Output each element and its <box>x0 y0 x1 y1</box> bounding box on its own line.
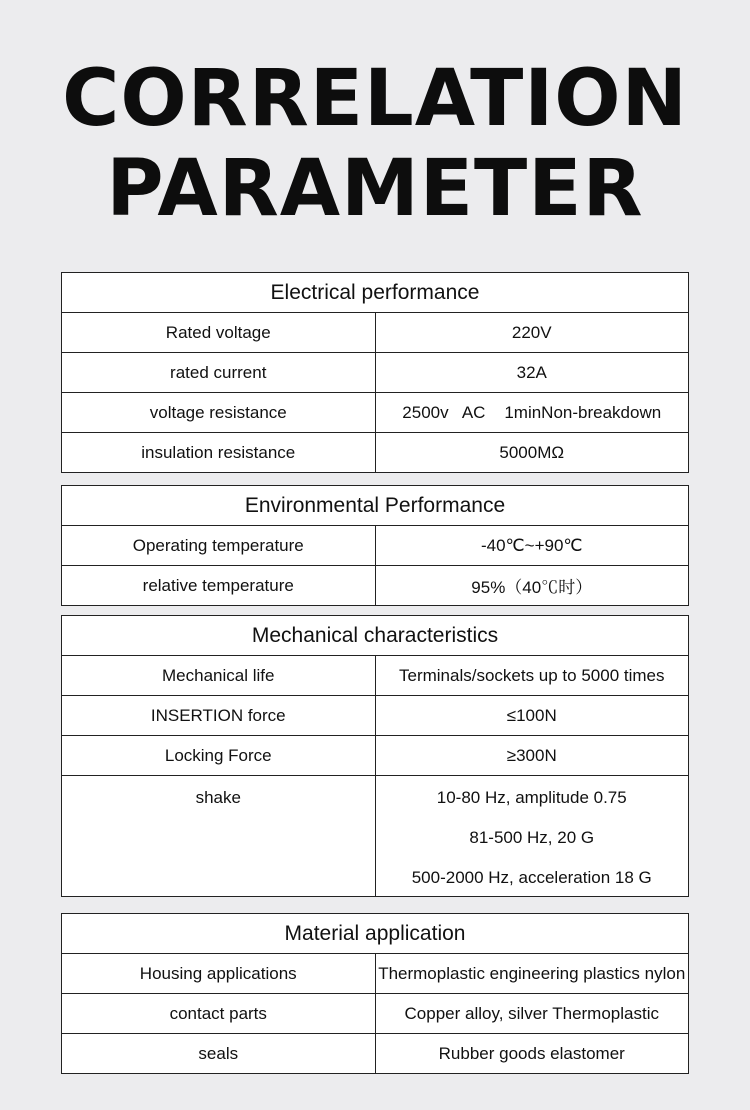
shake-value: 81-500 Hz, 20 G <box>469 828 595 847</box>
table-header-row <box>62 914 689 954</box>
shake-label: shake <box>195 788 241 807</box>
table-row <box>62 656 689 696</box>
table-row <box>62 566 689 606</box>
row-value: Rubber goods elastomer <box>375 1034 689 1074</box>
row-value: Thermoplastic engineering plastics nylon <box>375 954 689 994</box>
row-value: 220V <box>375 313 689 353</box>
table-row <box>62 526 689 566</box>
shake-value: 10-80 Hz, amplitude 0.75 <box>436 788 627 807</box>
mechanical-characteristics-table <box>61 615 689 897</box>
row-value: 32A <box>375 353 689 393</box>
table-row <box>62 393 689 433</box>
table-row <box>62 696 689 736</box>
table-row <box>62 994 689 1034</box>
section-heading: Material application <box>62 914 689 954</box>
row-value: Terminals/sockets up to 5000 times <box>375 656 689 696</box>
row-label: voltage resistance <box>62 393 376 433</box>
row-label: rated current <box>62 353 376 393</box>
table-row <box>62 313 689 353</box>
section-heading: Electrical performance <box>62 273 689 313</box>
table-row <box>62 954 689 994</box>
page-title-line-1: CORRELATION <box>62 54 688 144</box>
table-row <box>62 1034 689 1074</box>
table-row <box>62 353 689 393</box>
row-label: Housing applications <box>62 954 376 994</box>
environmental-performance-table <box>61 485 689 606</box>
page-title-line-2: PARAMETER <box>106 144 644 234</box>
electrical-performance-table <box>61 272 689 473</box>
section-heading: Mechanical characteristics <box>62 616 689 656</box>
row-label: Locking Force <box>62 736 376 776</box>
shake-value: 500-2000 Hz, acceleration 18 G <box>411 868 652 887</box>
row-value: 2500v AC 1minNon-breakdown <box>375 393 689 433</box>
row-label: Rated voltage <box>62 313 376 353</box>
row-label: Mechanical life <box>62 656 376 696</box>
row-label: relative temperature <box>62 566 376 606</box>
row-value: 95%（40℃时） <box>375 566 689 606</box>
row-value: ≥300N <box>375 736 689 776</box>
row-label: INSERTION force <box>62 696 376 736</box>
section-heading: Environmental Performance <box>62 486 689 526</box>
row-value: 5000MΩ <box>375 433 689 473</box>
table-header-row <box>62 273 689 313</box>
row-label <box>62 776 376 897</box>
row-label: insulation resistance <box>62 433 376 473</box>
row-value-list <box>375 776 689 897</box>
row-value: Copper alloy, silver Thermoplastic <box>375 994 689 1034</box>
material-application-table <box>61 913 689 1074</box>
table-header-row <box>62 616 689 656</box>
row-value: ≤100N <box>375 696 689 736</box>
row-label: seals <box>62 1034 376 1074</box>
row-value: -40℃~+90℃ <box>375 526 689 566</box>
row-label: contact parts <box>62 994 376 1034</box>
table-row-shake <box>62 776 689 897</box>
table-row <box>62 736 689 776</box>
table-header-row <box>62 486 689 526</box>
table-row <box>62 433 689 473</box>
row-label: Operating temperature <box>62 526 376 566</box>
